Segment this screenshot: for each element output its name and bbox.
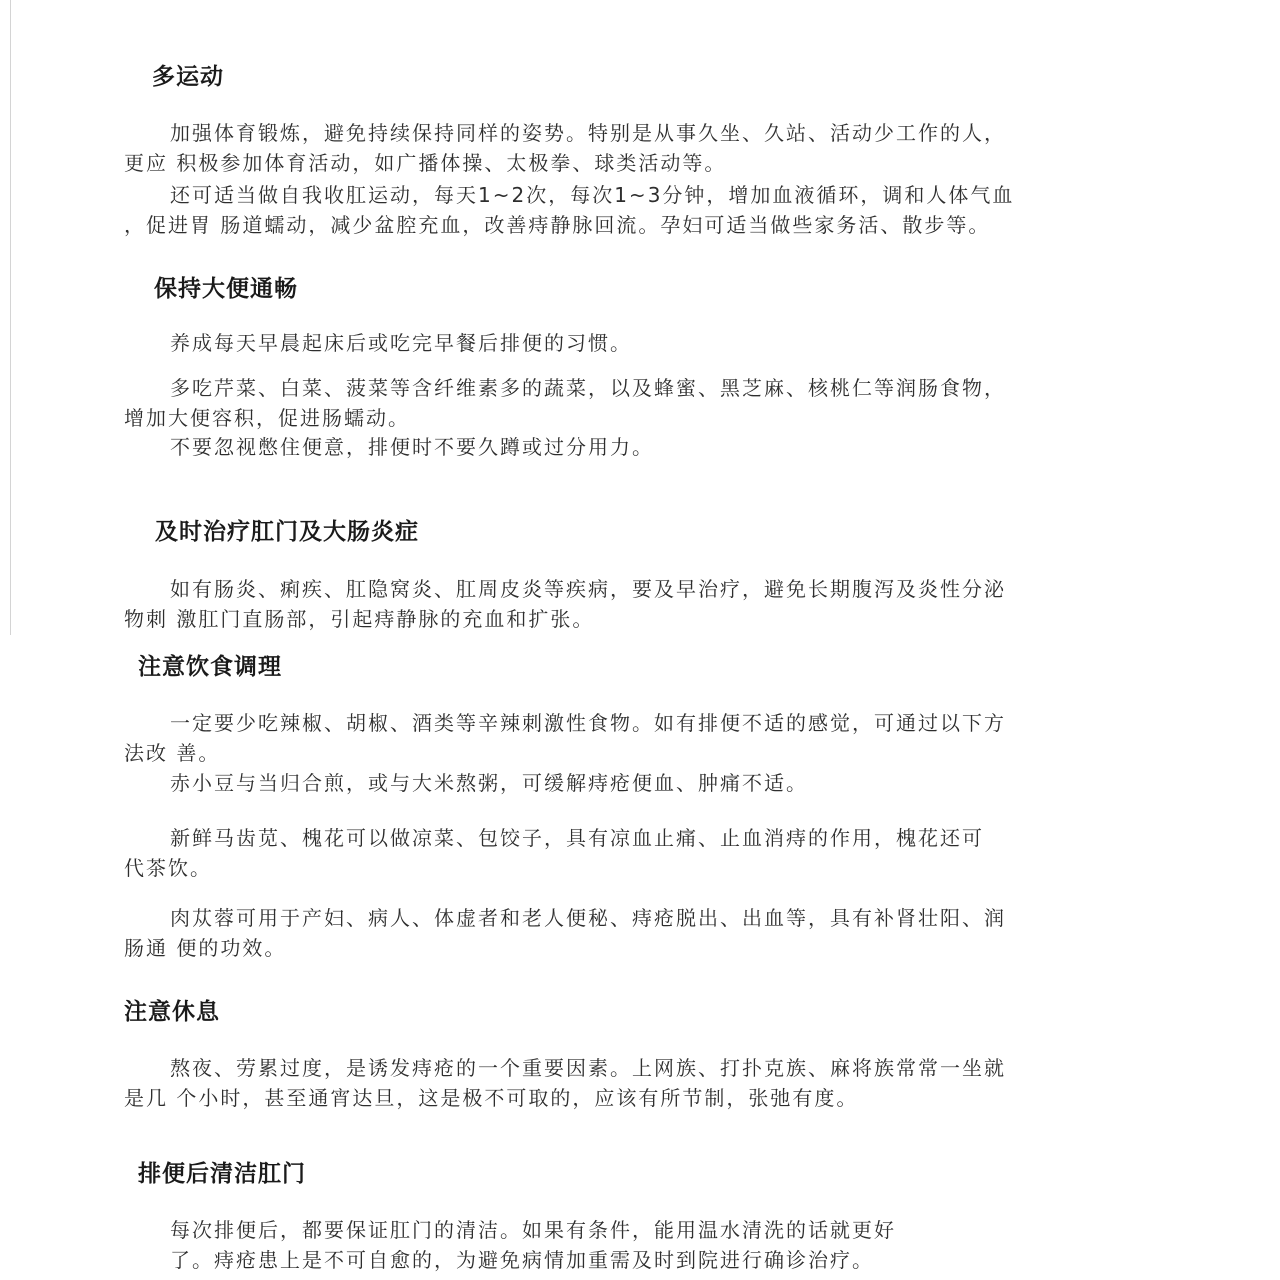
- text-line: 还可适当做自我收肛运动，每天1~2次，每次1~3分钟，增加血液循环，调和人体气血: [170, 183, 1015, 207]
- section-paragraph: [124, 328, 1154, 358]
- section-paragraph: [124, 180, 1154, 240]
- text-line: 增加大便容积，促进肠蠕动。: [124, 406, 410, 430]
- section-paragraph: [124, 574, 1154, 634]
- text-line: 了。痔疮患上是不可自愈的，为避免病情加重需及时到院进行确诊治疗。: [170, 1248, 874, 1272]
- text-line: 每次排便后，都要保证肛门的清洁。如果有条件，能用温水清洗的话就更好: [170, 1218, 896, 1242]
- section-paragraph: [124, 768, 1154, 798]
- section-heading-inflammation: 及时治疗肛门及大肠炎症: [155, 519, 419, 545]
- text-line: 肠通 便的功效。: [124, 936, 287, 960]
- text-line: 是几 个小时，甚至通宵达旦，这是极不可取的，应该有所节制，张弛有度。: [124, 1086, 859, 1110]
- text-line: 养成每天早晨起床后或吃完早餐后排便的习惯。: [170, 331, 632, 355]
- section-paragraph: [124, 708, 1154, 768]
- text-line: 新鲜马齿苋、槐花可以做凉菜、包饺子，具有凉血止痛、止血消痔的作用，槐花还可: [170, 826, 984, 850]
- section-paragraph: [124, 1215, 1154, 1275]
- section-paragraph: [124, 1053, 1154, 1113]
- text-line: 加强体育锻炼，避免持续保持同样的姿势。特别是从事久坐、久站、活动少工作的人，: [170, 121, 1006, 145]
- section-paragraph: [124, 432, 1154, 462]
- text-line: 一定要少吃辣椒、胡椒、酒类等辛辣刺激性食物。如有排便不适的感觉，可通过以下方: [170, 711, 1006, 735]
- section-paragraph: [124, 373, 1154, 433]
- text-line: 代茶饮。: [124, 856, 212, 880]
- text-line: 赤小豆与当归合煎，或与大米熬粥，可缓解痔疮便血、肿痛不适。: [170, 771, 808, 795]
- text-line: 肉苁蓉可用于产妇、病人、体虚者和老人便秘、痔疮脱出、出血等，具有补肾壮阳、润: [170, 906, 1006, 930]
- text-line: 如有肠炎、痢疾、肛隐窝炎、肛周皮炎等疾病，要及早治疗，避免长期腹泻及炎性分泌: [170, 577, 1006, 601]
- text-line: 物刺 激肛门直肠部，引起痔静脉的充血和扩张。: [124, 607, 595, 631]
- section-paragraph: [124, 903, 1154, 963]
- text-line: 法改 善。: [124, 741, 221, 765]
- section-heading-bowel: 保持大便通畅: [154, 276, 298, 302]
- section-heading-exercise: 多运动: [152, 64, 224, 90]
- section-paragraph: [124, 823, 1154, 883]
- section-heading-rest: 注意休息: [124, 999, 220, 1025]
- section-heading-diet: 注意饮食调理: [138, 654, 282, 680]
- section-paragraph: [124, 118, 1154, 178]
- text-line: 熬夜、劳累过度，是诱发痔疮的一个重要因素。上网族、打扑克族、麻将族常常一坐就: [170, 1056, 1006, 1080]
- text-line: 更应 积极参加体育活动，如广播体操、太极拳、球类活动等。: [124, 151, 727, 175]
- text-line: 多吃芹菜、白菜、菠菜等含纤维素多的蔬菜，以及蜂蜜、黑芝麻、核桃仁等润肠食物，: [170, 376, 1006, 400]
- section-heading-hygiene: 排便后清洁肛门: [138, 1161, 306, 1187]
- text-line: ，促进胃 肠道蠕动，减少盆腔充血，改善痔静脉回流。孕妇可适当做些家务活、散步等。: [124, 213, 991, 237]
- text-line: 不要忽视憋住便意，排便时不要久蹲或过分用力。: [170, 435, 654, 459]
